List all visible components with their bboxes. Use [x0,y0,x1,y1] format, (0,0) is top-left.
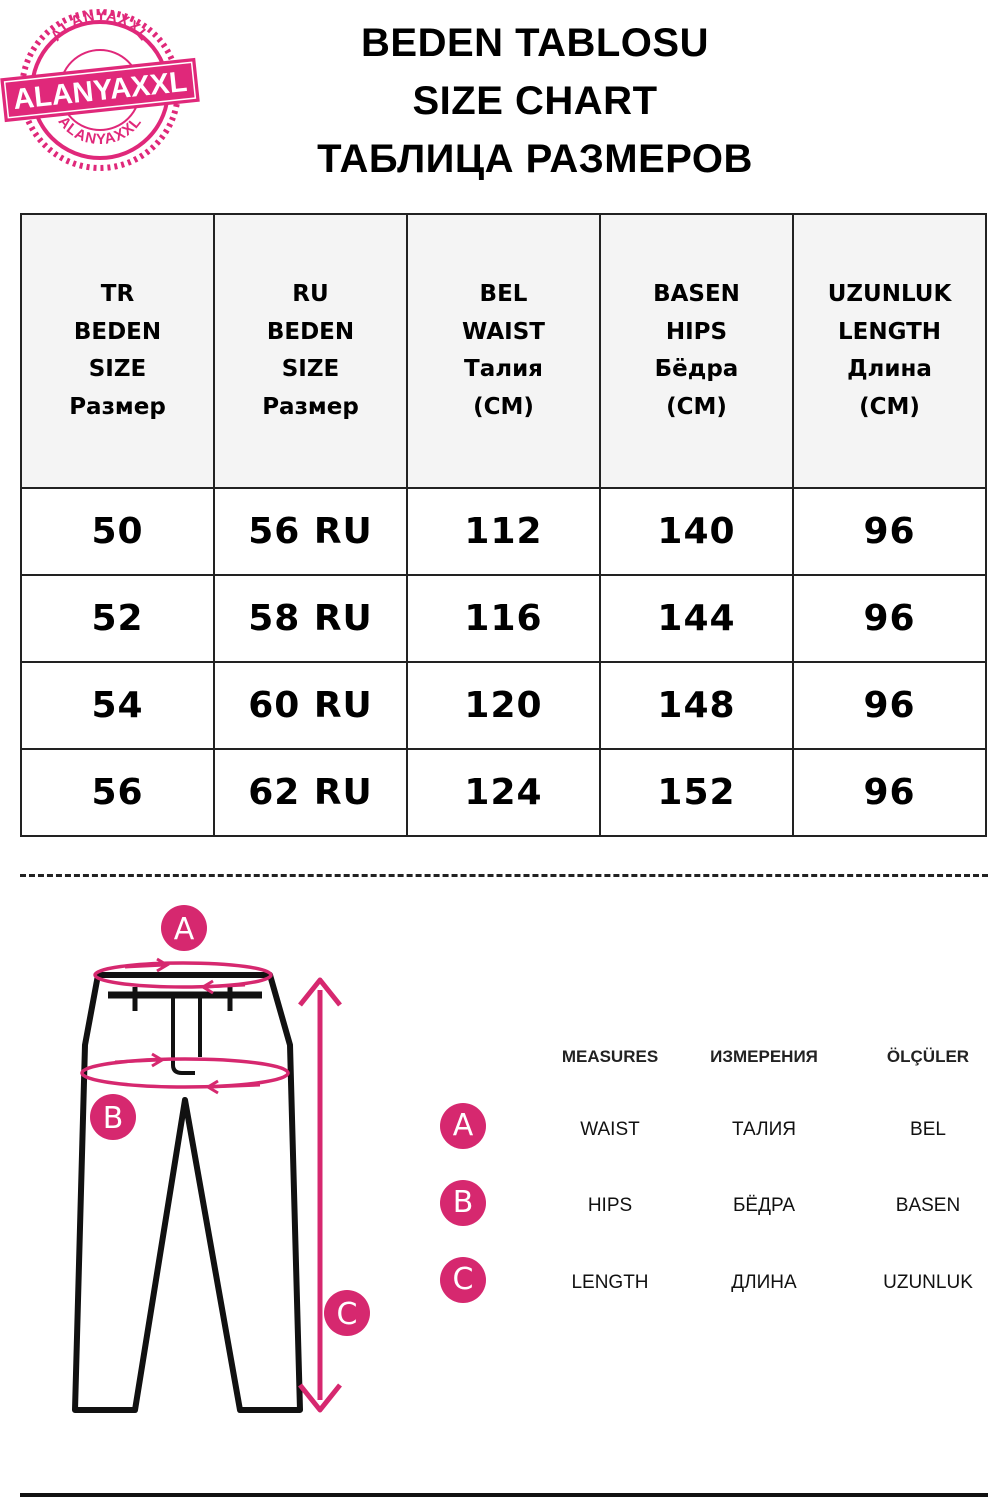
legend-cell: ТАЛИЯ [732,1119,796,1140]
table-row [21,575,986,662]
cell-tr-size: 52 [21,575,214,662]
cell-hips: 152 [600,749,793,836]
header-line: WAIST [462,318,545,345]
cell-hips: 140 [600,488,793,575]
title-turkish: BEDEN TABLOSU [361,21,709,65]
table-header-row [21,214,986,488]
badge-c-label: C [336,1297,358,1332]
cell-hips: 144 [600,575,793,662]
header-line: (CM) [859,393,920,420]
header-line: SIZE [281,356,340,382]
legend-header-english: MEASURES [561,1047,659,1066]
header-line: BEL [479,281,528,307]
svg-text:ALANYAXXL [48,7,153,45]
badge-a [161,905,207,951]
cell-ru-size: 60 RU [214,662,407,749]
header-line: Бёдра [654,356,739,382]
trousers-outline [75,975,300,1410]
title-block [230,14,840,188]
header-length [793,214,986,488]
header-line: TR [100,281,135,307]
stamp-banner-text: ALANYAXXL [11,65,189,117]
cell-ru-size: 62 RU [214,749,407,836]
cell-ru-size: 56 RU [214,488,407,575]
legend-cell: ДЛИНА [731,1272,797,1293]
header-waist [407,214,600,488]
hips-arrow-right-icon [115,1054,162,1066]
header-line: HIPS [665,318,728,345]
measurement-legend [430,1030,1000,1330]
badge-a-label: A [173,912,195,947]
header-line: Длина [847,356,932,382]
badge-c [324,1290,370,1336]
cell-length: 96 [793,749,986,836]
header-line: BEDEN [266,318,355,345]
legend-badge-b: B [440,1180,486,1226]
cell-waist: 120 [407,662,600,749]
cell-tr-size: 54 [21,662,214,749]
legend-header-turkish: ÖLÇÜLER [886,1047,970,1066]
legend-cell: HIPS [587,1195,633,1216]
cell-tr-size: 56 [21,749,214,836]
dashed-divider [20,874,988,877]
cell-waist: 124 [407,749,600,836]
cell-hips: 148 [600,662,793,749]
legend-cell: LENGTH [571,1272,649,1293]
brand-logo-stamp [0,0,200,180]
stamp-ring-text-bottom: ALANYAXXL [54,113,146,149]
cell-tr-size: 50 [21,488,214,575]
table-row [21,662,986,749]
cell-length: 96 [793,662,986,749]
header-tr-size [21,214,214,488]
header-line: LENGTH [837,318,942,345]
legend-cell: БЁДРА [732,1195,796,1216]
cell-waist: 112 [407,488,600,575]
legend-badge-c: C [440,1257,486,1303]
stamp-banner [0,58,200,122]
table-row [21,488,986,575]
header-line: RU [292,281,329,307]
legend-cell: UZUNLUK [883,1272,973,1293]
title-english: SIZE CHART [412,79,658,123]
stamp-ring-text-top: ALANYAXXL [47,6,153,45]
header-line: BEDEN [73,318,162,345]
header-line: SIZE [88,356,147,382]
title-russian: ТАБЛИЦА РАЗМЕРОВ [317,137,753,181]
legend-badge-a: A [440,1103,486,1149]
fly-seam [173,995,195,1073]
bottom-rule [20,1493,988,1497]
header-line: Размер [69,393,166,420]
header-hips [600,214,793,488]
header-line: (CM) [666,393,727,420]
table-row [21,749,986,836]
legend-header-russian: ИЗМЕРЕНИЯ [710,1047,818,1066]
cell-waist: 116 [407,575,600,662]
cell-length: 96 [793,488,986,575]
header-line: Размер [262,393,359,420]
badge-b [90,1094,136,1140]
header-ru-size [214,214,407,488]
cell-length: 96 [793,575,986,662]
header-line: BASEN [653,281,740,307]
header-line: (CM) [473,393,534,420]
legend-cell: WAIST [580,1119,640,1140]
header-line: Талия [464,356,543,382]
size-table [20,213,987,837]
legend-cell: BASEN [895,1195,961,1216]
header-line: UZUNLUK [827,281,952,307]
cell-ru-size: 58 RU [214,575,407,662]
legend-cell: BEL [910,1119,946,1140]
badge-b-label: B [102,1101,124,1136]
trousers-diagram [60,895,400,1425]
